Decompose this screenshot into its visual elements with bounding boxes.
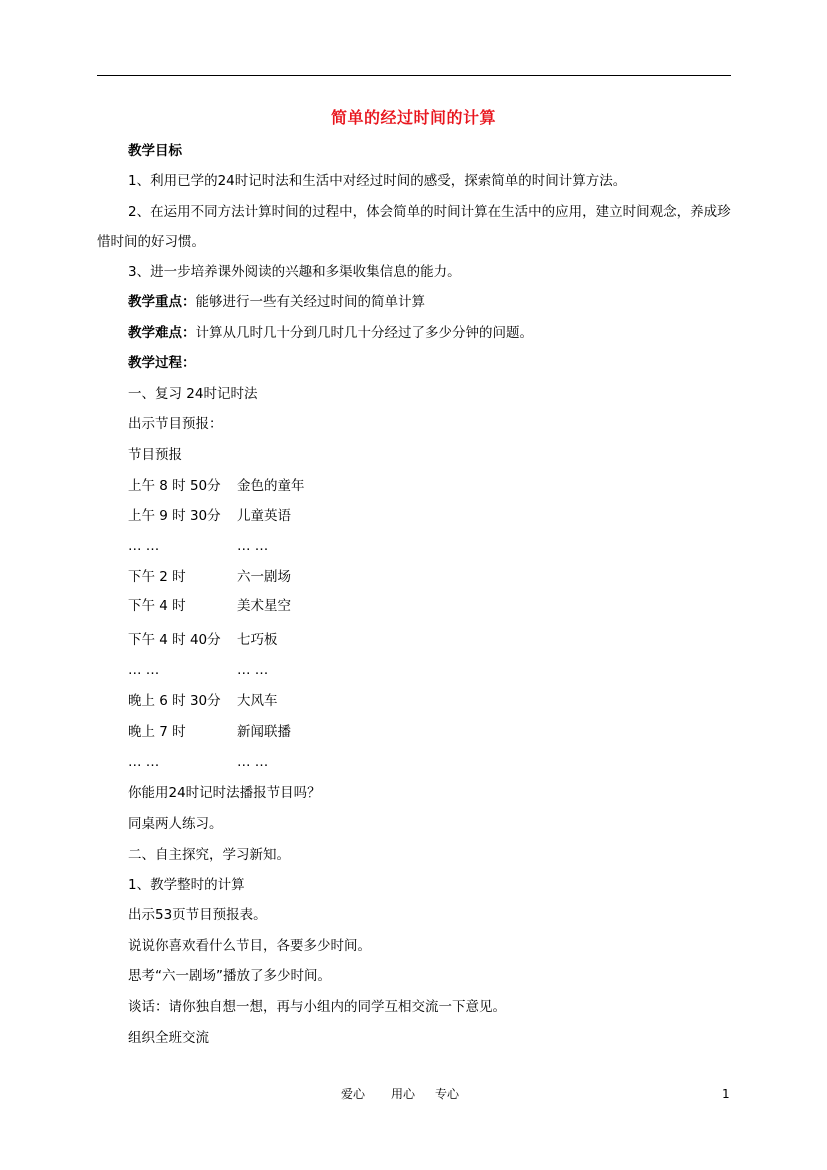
schedule-program: 儿童英语 (237, 508, 291, 524)
schedule-program: … … (237, 662, 269, 678)
show-page-53: 出示53页节目预报表。 (128, 907, 267, 923)
key-text: 能够进行一些有关经过时间的简单计算 (195, 294, 425, 310)
footer-text: 用心 (391, 1087, 416, 1101)
think-question: 思考“六一剧场”播放了多少时间。 (128, 968, 331, 984)
schedule-time: 晚上 7 时 (128, 724, 186, 740)
schedule-time: 上午 8 时 50分 (128, 478, 221, 494)
goal-3: 3、进一步培养课外阅读的兴趣和多渠收集信息的能力。 (128, 264, 461, 280)
schedule-time: … … (128, 662, 160, 678)
schedule-time: 下午 2 时 (128, 569, 186, 585)
question-24h: 你能用24时记时法播报节目吗？ (128, 785, 321, 801)
schedule-title: 节目预报 (128, 447, 182, 463)
section-2: 二、自主探究，学习新知。 (128, 847, 290, 863)
key-point (128, 292, 425, 312)
organize-class: 组织全班交流 (128, 1030, 209, 1046)
schedule-program: 七巧板 (237, 632, 278, 648)
difficulty-label: 教学难点： (128, 325, 196, 341)
subsection-1: 1、教学整时的计算 (128, 877, 245, 893)
schedule-time: 下午 4 时 (128, 598, 186, 614)
schedule-time: 上午 9 时 30分 (128, 508, 221, 524)
schedule-time: … … (128, 538, 160, 554)
schedule-program: 金色的童年 (237, 478, 305, 494)
footer-text: 爱心 (341, 1087, 366, 1101)
footer-text: 专心 (435, 1087, 460, 1101)
section-1: 一、复习 24时记时法 (128, 386, 258, 402)
schedule-time: … … (128, 754, 160, 770)
schedule-program: 美术星空 (237, 598, 291, 614)
schedule-time: 晚上 6 时 30分 (128, 693, 221, 709)
schedule-time: 下午 4 时 40分 (128, 632, 221, 648)
schedule-program: 六一剧场 (237, 569, 291, 585)
schedule-program: … … (237, 538, 269, 554)
talk-programs: 说说你喜欢看什么节目，各要多少时间。 (128, 938, 371, 954)
key-label: 教学重点： (128, 294, 196, 310)
schedule-program: … … (237, 754, 269, 770)
discussion: 谈话：请你独自想一想，再与小组内的同学互相交流一下意见。 (128, 999, 506, 1015)
goal-1: 1、利用已学的24时记时法和生活中对经过时间的感受，探索简单的时间计算方法。 (128, 173, 627, 189)
show-schedule: 出示节目预报： (128, 416, 223, 432)
process-heading: 教学过程： (128, 355, 196, 371)
pair-practice: 同桌两人练习。 (128, 816, 223, 832)
schedule-program: 大风车 (237, 693, 278, 709)
page-number: 1 (722, 1087, 730, 1101)
page-title: 简单的经过时间的计算 (330, 108, 496, 127)
difficulty-text: 计算从几时几十分到几时几十分经过了多少分钟的问题。 (195, 325, 533, 341)
goal-2: 2、在运用不同方法计算时间的过程中，体会简单的时间计算在生活中的应用，建立时间观念，养成珍惜时间的好习惯。 (97, 204, 731, 250)
schedule-program: 新闻联播 (237, 724, 291, 740)
difficulty-point (128, 323, 533, 343)
goals-heading: 教学目标 (128, 143, 182, 159)
header-rule (97, 75, 731, 76)
